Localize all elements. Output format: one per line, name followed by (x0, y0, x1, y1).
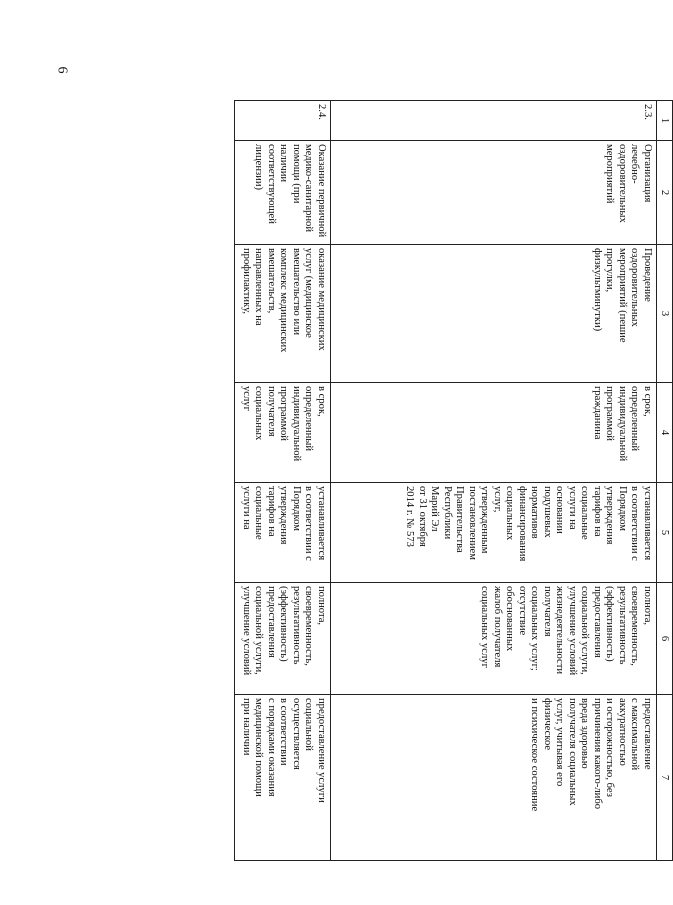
service-content: оказание медицинских услуг (медицинское вмешательство или комплекс медицинских вмешательств, направленных на профилактику, (235, 245, 331, 383)
service-term: в срок, определенный индивидуальной программой гражданина (331, 383, 657, 483)
header-col-6: 6 (657, 583, 673, 695)
header-row (657, 101, 673, 861)
table-row (235, 101, 331, 861)
service-norm: устанавливается в соответствии с Порядком утверждения тарифов на социальные услуги на (235, 483, 331, 583)
service-content: Проведение оздоровительных мероприятий (пешие прогулки, физкультминутки) (331, 245, 657, 383)
service-quality: полнота, своевременность, результативность (эффективность) предоставления социальной услуги, улучшение условий жизнедеятельности получателя социальных услуг; отсутствие обоснованных жалоб получателя социальных услуг (331, 583, 657, 695)
header-col-4: 4 (657, 383, 673, 483)
header-col-2: 2 (657, 141, 673, 245)
row-number: 2.3. (331, 101, 657, 141)
service-quality: полнота, своевременность, результативность (эффективность) предоставления социальной услуги, улучшение условий (235, 583, 331, 695)
header-col-3: 3 (657, 245, 673, 383)
rotated-page-content (113, 100, 673, 860)
service-norm: устанавливается в соответствии с Порядком утверждения тарифов на социальные услуги на основании подушевых нормативов финансирования социальных услуг, утвержденным постановлением Правительства Республики Марий Эл от 31 октября 2014 г. № 573 (331, 483, 657, 583)
service-term: в срок, определенный индивидуальной программой получателя социальных услуг (235, 383, 331, 483)
header-col-5: 5 (657, 483, 673, 583)
service-conditions: предоставление услуги социальной осуществляется в соответствии с порядками оказания медицинской помощи при наличии (235, 695, 331, 861)
table-row (331, 101, 657, 861)
services-table (234, 100, 673, 861)
service-name: Оказание первичной медико-санитарной помощи (при наличии соответствующей лицензии) (235, 141, 331, 245)
row-number: 2.4. (235, 101, 331, 141)
page-number: 6 (54, 66, 70, 74)
header-col-1: 1 (657, 101, 673, 141)
header-col-7: 7 (657, 695, 673, 861)
service-name: Организация лечебно- оздоровительных мероприятий (331, 141, 657, 245)
service-conditions: предоставление с максимальной аккуратностью и осторожностью, без причинения какого-либо вреда здоровью получателя социальных услуг, учитывая его физическое и психическое состояние (331, 695, 657, 861)
